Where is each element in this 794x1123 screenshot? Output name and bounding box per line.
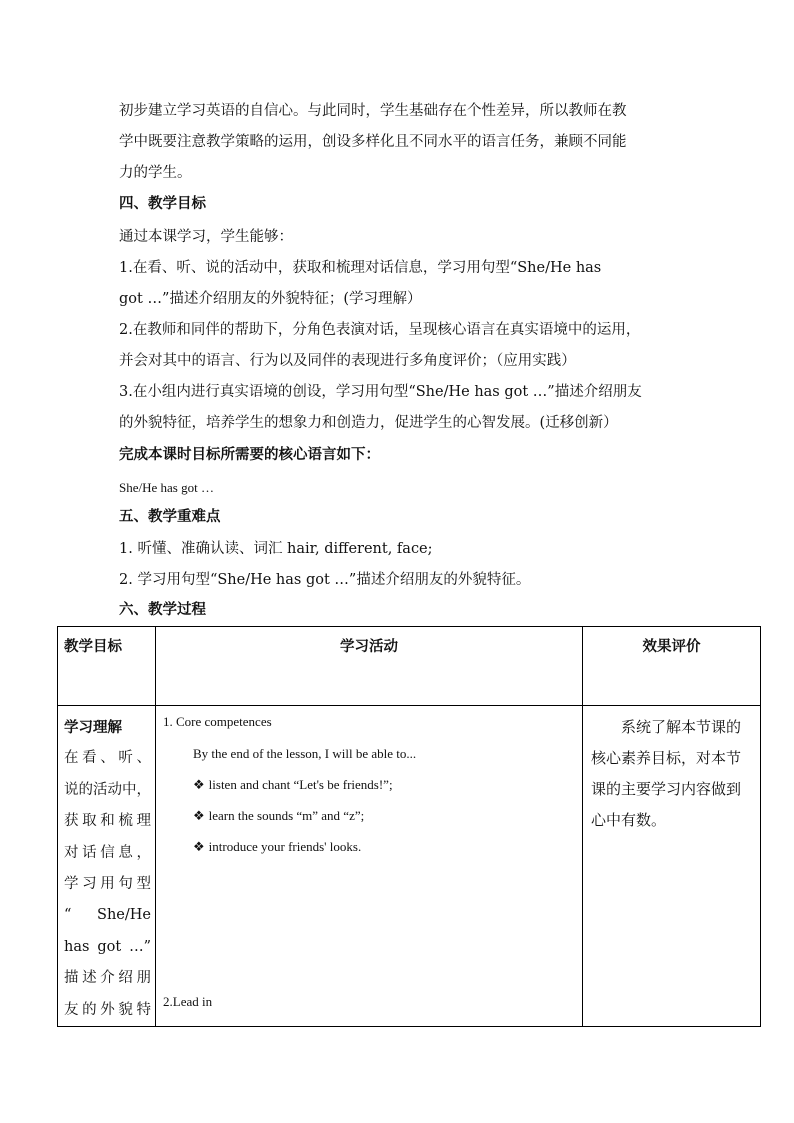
diamond-bullet-icon: ❖ [193,777,205,792]
section-heading-process: 六、教学过程 [119,601,206,618]
header-evaluation: 效果评价 [583,627,761,706]
goal-line: 说的活动中， [64,781,151,798]
paragraph-line: 力的学生。 [119,165,192,181]
evaluation-line: 课的主要学习内容做到 [591,780,742,798]
goal-line: 学习用句型 [64,876,151,893]
evaluation-cell [583,706,761,1027]
objective-3-line-2: 的外貌特征，培养学生的想象力和创造力，促进学生的心智发展。(迁移创新） [119,415,618,431]
teaching-process-table [57,626,761,1027]
goal-line: 获取和梳理 [64,813,151,830]
table-row [58,706,761,1027]
objective-1-line-1: 1.在看、听、说的活动中，获取和梳理对话信息，学习用句型“She/He has [119,260,602,276]
diamond-bullet-icon: ❖ [193,808,205,823]
section-heading-key-points: 五、教学重难点 [119,508,221,525]
goal-line: 友的外貌特 [64,1001,151,1018]
objective-2-line-2: 并会对其中的语言、行为以及同伴的表现进行多角度评价；（应用实践） [119,353,576,369]
goal-line: “ She/He [64,907,151,924]
evaluation-line: 系统了解本节课的 [621,718,742,736]
activity-bullet: ❖ learn the sounds “m” and “z”; [193,808,365,823]
activity-item-1-title: 1. Core competences [163,714,272,729]
activity-cell [156,706,583,1027]
paragraph-line: 初步建立学习英语的自信心。与此同时，学生基础存在个性差异，所以教师在教 [119,103,627,119]
header-activity: 学习活动 [156,627,583,706]
activity-item-2-title: 2.Lead in [163,994,213,1009]
paragraph-line: 学中既要注意教学策略的运用，创设多样化且不同水平的语言任务，兼顾不同能 [119,134,627,150]
objectives-intro: 通过本课学习，学生能够： [119,229,293,245]
goal-line: 对话信息， [64,844,151,861]
objective-3-line-1: 3.在小组内进行真实语境的创设，学习用句型“She/He has got …”描述介绍朋友 [119,384,642,400]
table-header-row [58,627,761,706]
core-language-heading: 完成本课时目标所需要的核心语言如下： [119,446,380,463]
header-goal: 教学目标 [58,627,156,706]
core-language-sentence: She/He has got … [119,480,214,495]
goal-line: 在看、听、 [64,750,151,767]
goal-line: has got …” [64,938,151,955]
objective-2-line-1: 2.在教师和同伴的帮助下，分角色表演对话，呈现核心语言在真实语境中的运用， [119,322,641,338]
evaluation-line: 心中有数。 [591,811,667,829]
key-point-2: 2. 学习用句型“She/He has got …”描述介绍朋友的外貌特征。 [119,572,531,588]
key-point-1: 1. 听懂、准确认读、词汇 hair, different, face; [119,541,433,557]
activity-bullet: ❖ introduce your friends' looks. [193,839,362,854]
activity-bullet: ❖ listen and chant “Let's be friends!”; [193,777,393,792]
objective-1-line-2: got …”描述介绍朋友的外貌特征；(学习理解） [119,291,422,307]
activity-item-1-intro: By the end of the lesson, I will be able to... [193,746,417,761]
diamond-bullet-icon: ❖ [193,839,205,854]
goal-title: 学习理解 [64,719,122,736]
goal-line: 描述介绍朋 [64,970,151,987]
evaluation-line: 核心素养目标，对本节 [591,749,742,767]
section-heading-objectives: 四、教学目标 [119,195,206,212]
goal-cell [58,706,156,1027]
